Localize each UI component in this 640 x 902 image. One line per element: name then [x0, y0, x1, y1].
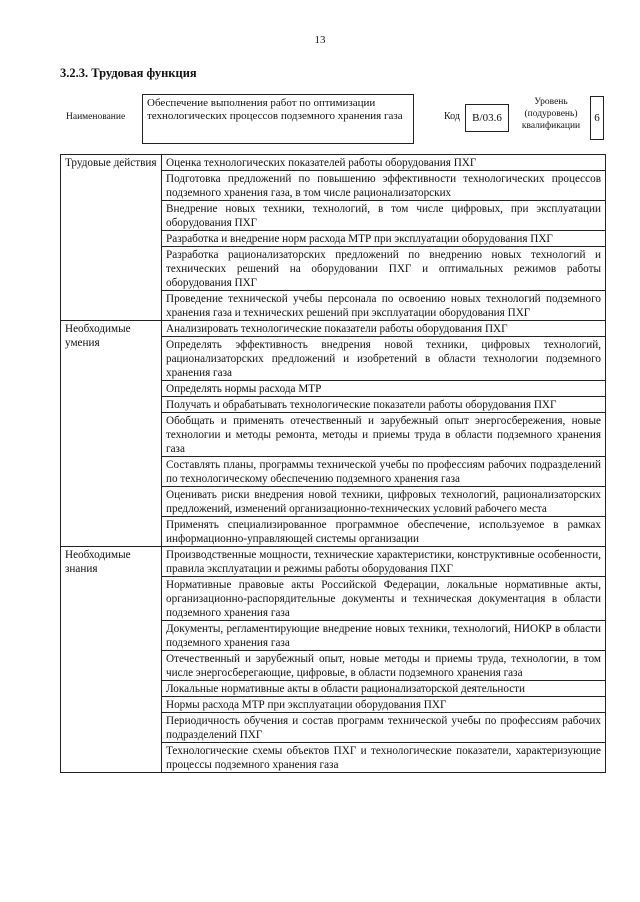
section-item: Разработка рационализаторских предложений по внедрению новых технологий и технических решений на оборудовании ПХГ и оптимальных режимов работы оборудования ПХГ: [162, 247, 606, 291]
function-table: [60, 154, 606, 773]
section-item: Определять нормы расхода МТР: [162, 381, 606, 397]
section-item: Получать и обрабатывать технологические показатели работы оборудования ПХГ: [162, 397, 606, 413]
function-header: [60, 92, 605, 148]
table-row: [61, 321, 606, 337]
section-item: Составлять планы, программы технической учебы по профессиям рабочих подразделений по технологическому обеспечению подземного хранения газа: [162, 457, 606, 487]
section-item: Нормы расхода МТР при эксплуатации оборудования ПХГ: [162, 697, 606, 713]
section-item: Проведение технической учебы персонала по освоению новых технологий подземного хранения газа и технических решений при эксплуатации оборудования ПХГ: [162, 291, 606, 321]
section-item: Внедрение новых техники, технологий, в том числе цифровых, при эксплуатации оборудования ПХГ: [162, 201, 606, 231]
section-item: Применять специализированное программное обеспечение, используемое в рамках информационно-управляющей системы организации: [162, 517, 606, 547]
level-label: Уровень (подуровень) квалификации: [521, 97, 581, 131]
section-item: Отечественный и зарубежный опыт, новые методы и приемы труда, технологии, в том числе энергосберегающие, цифровые, в области подземного хранения газа: [162, 651, 606, 681]
section-title-cell: Трудовые действия: [61, 155, 162, 321]
section-item: Разработка и внедрение норм расхода МТР при эксплуатации оборудования ПХГ: [162, 231, 606, 247]
section-item: Периодичность обучения и состав программ технической учебы по профессиям рабочих подразделений ПХГ: [162, 713, 606, 743]
section-item: Документы, регламентирующие внедрение новых техники, технологий, НИОКР в области подземного хранения газа: [162, 621, 606, 651]
code-label: Код: [444, 111, 460, 122]
name-label: Наименование: [66, 112, 126, 122]
table-row: [61, 155, 606, 171]
page-number: 13: [314, 34, 326, 46]
section-title-cell: Необходимые умения: [61, 321, 162, 547]
section-item: Локальные нормативные акты в области рационализаторской деятельности: [162, 681, 606, 697]
function-name: Обеспечение выполнения работ по оптимизации технологических процессов подземного хранения газа: [142, 94, 414, 144]
section-item: Подготовка предложений по повышению эффективности технологических процессов подземного хранения газа, в том числе рационализаторских: [162, 171, 606, 201]
function-code: B/03.6: [465, 104, 509, 132]
qualification-level: 6: [590, 96, 604, 140]
section-item: Производственные мощности, технические характеристики, конструктивные особенности, правила эксплуатации и режимы работы оборудования ПХГ: [162, 547, 606, 577]
section-item: Оценивать риски внедрения новой техники, цифровых технологий, рационализаторских предложений, изменений организационно-технических условий рабочего места: [162, 487, 606, 517]
section-title: 3.2.3. Трудовая функция: [60, 66, 197, 80]
section-item: Технологические схемы объектов ПХГ и технологические показатели, характеризующие процессы подземного хранения газа: [162, 743, 606, 773]
section-item: Обобщать и применять отечественный и зарубежный опыт энергосбережения, новые технологии и методы ремонта, методы и приемы труда в области подземного хранения газа: [162, 413, 606, 457]
section-item: Оценка технологических показателей работы оборудования ПХГ: [162, 155, 606, 171]
table-row: [61, 547, 606, 577]
section-item: Анализировать технологические показатели работы оборудования ПХГ: [162, 321, 606, 337]
section-item: Нормативные правовые акты Российской Федерации, локальные нормативные акты, организационно-распорядительные документы и техническая документация в области подземного хранения газа: [162, 577, 606, 621]
section-item: Определять эффективность внедрения новой техники, цифровых технологий, рационализаторских предложений и изобретений в области технологии подземного хранения газа: [162, 337, 606, 381]
section-title-cell: Необходимые знания: [61, 547, 162, 773]
